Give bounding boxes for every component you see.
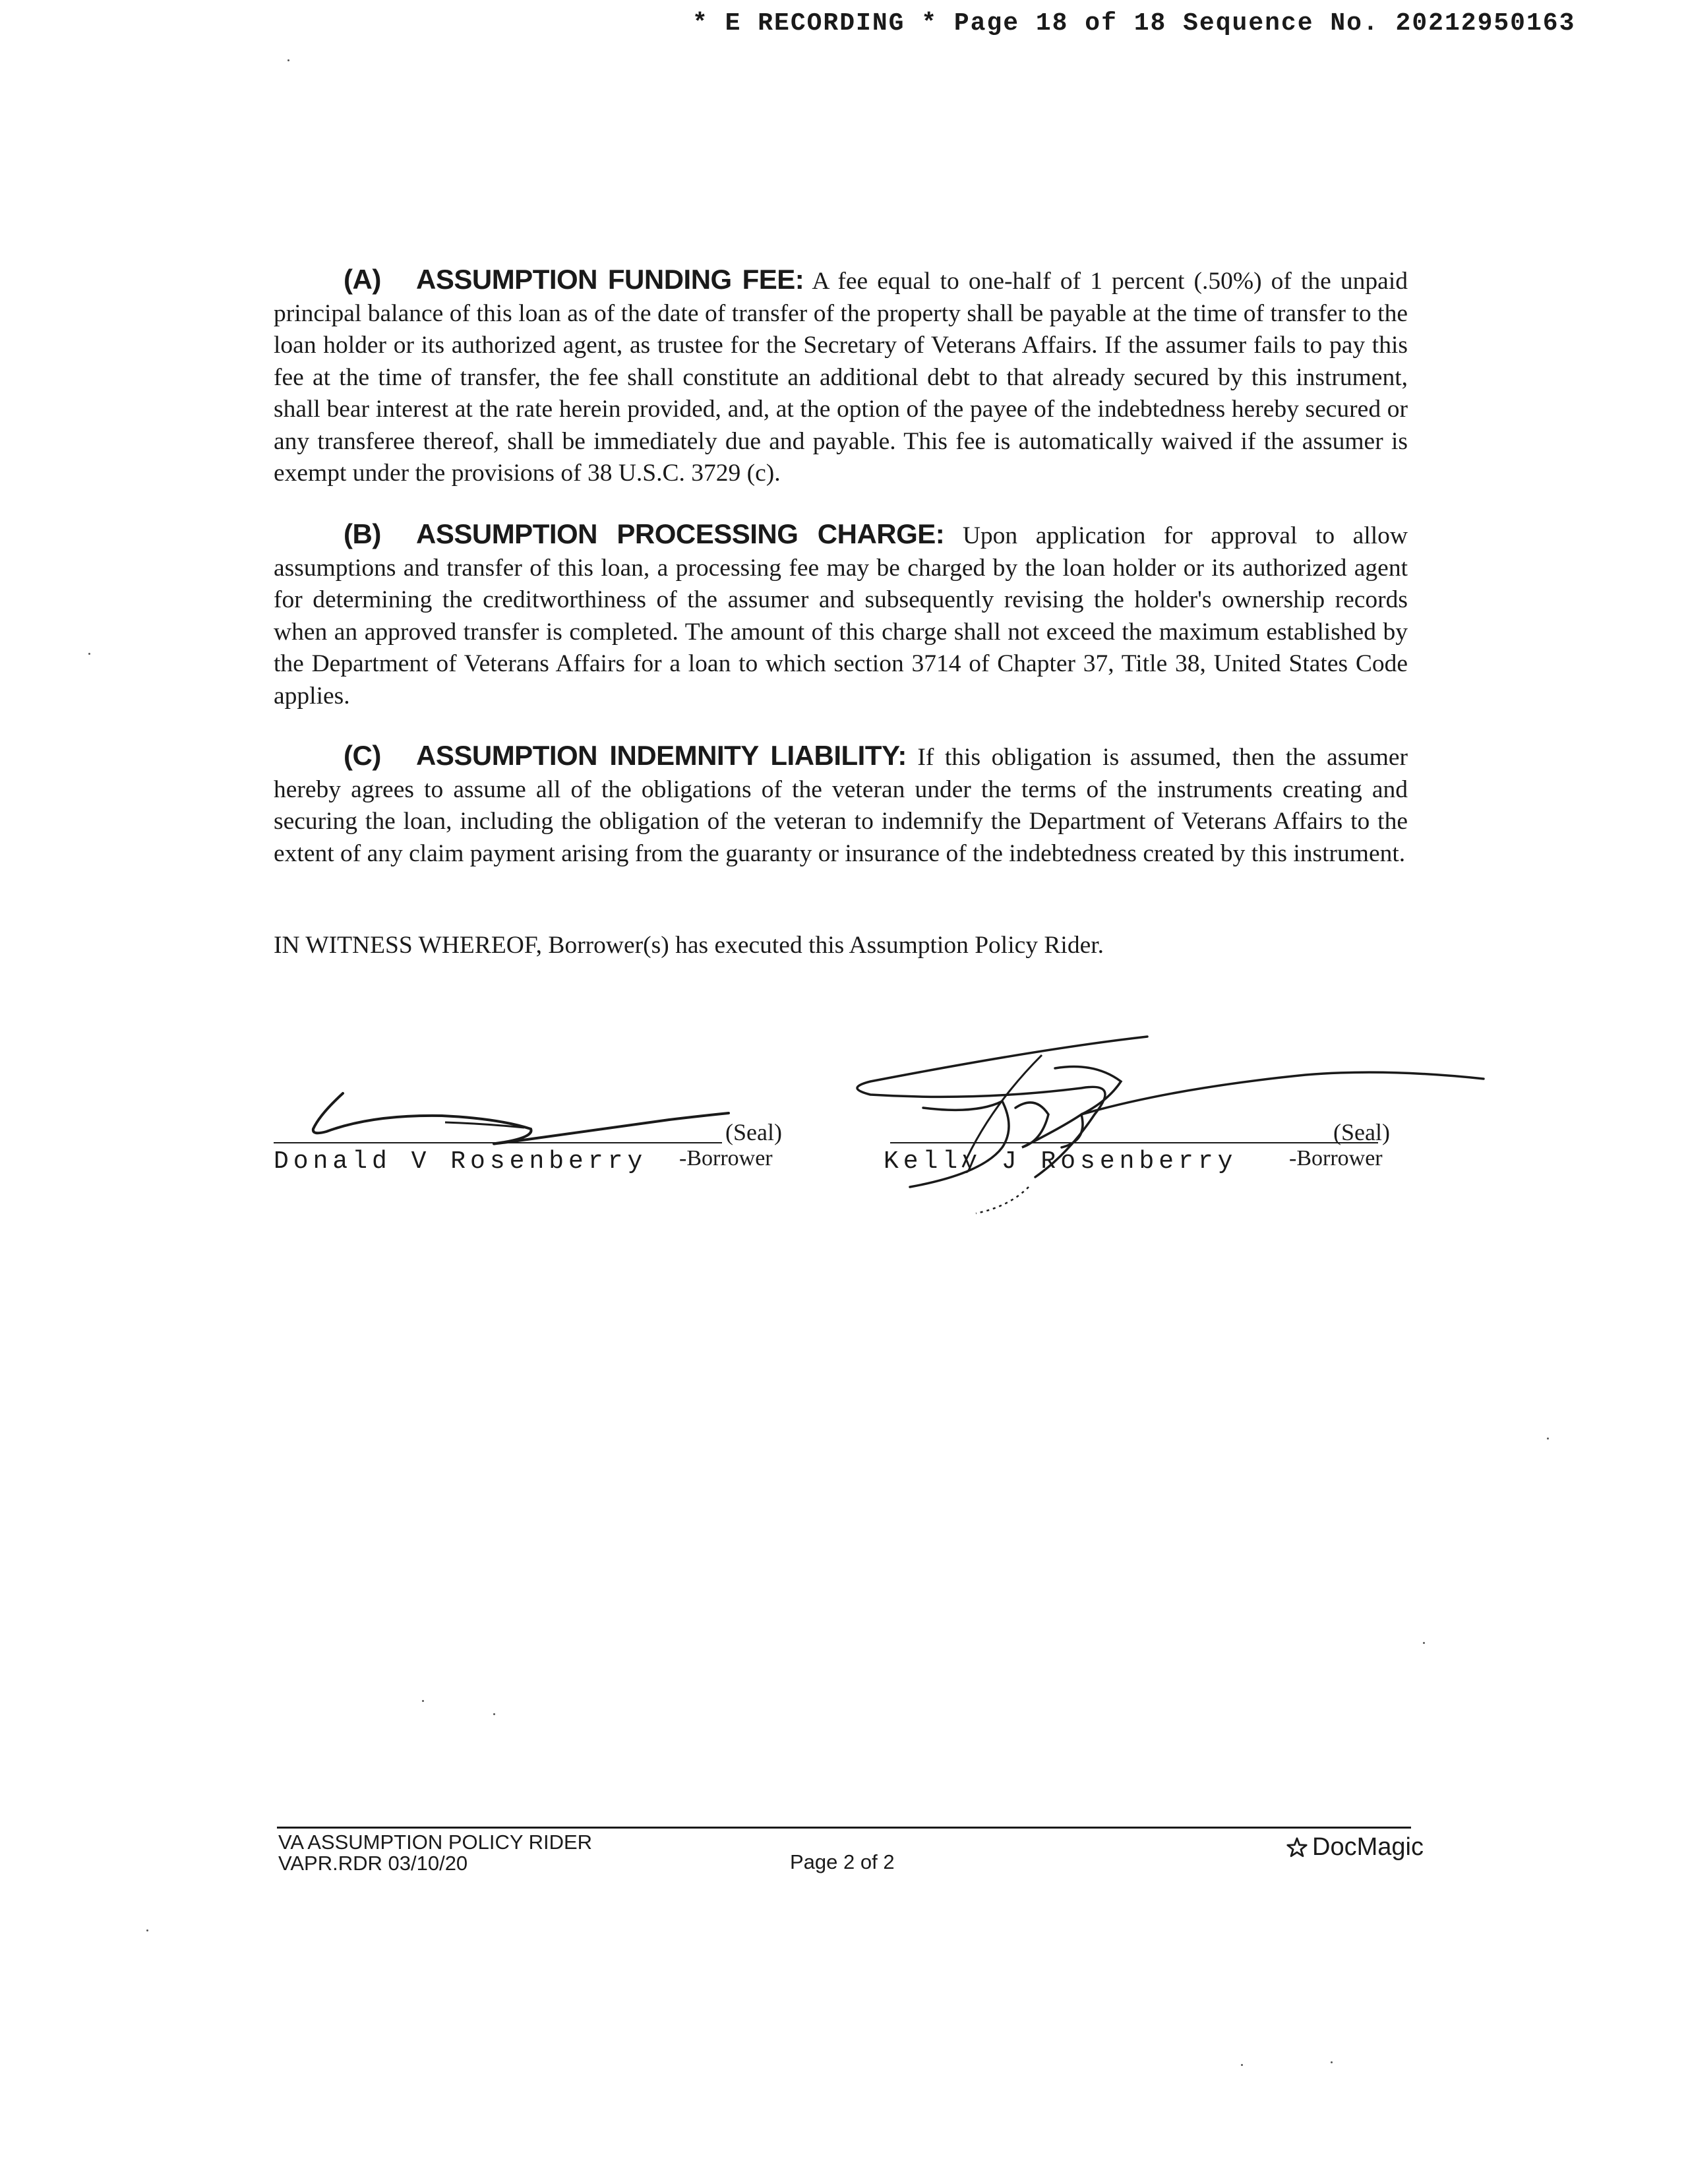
scan-speck xyxy=(493,1713,495,1715)
section-b-heading: ASSUMPTION PROCESSING CHARGE: xyxy=(416,518,945,549)
section-c xyxy=(274,740,1408,870)
section-c-heading: ASSUMPTION INDEMNITY LIABILITY: xyxy=(416,740,907,771)
borrower-name: Kelly J Rosenberry xyxy=(884,1147,1238,1176)
scan-speck xyxy=(146,1929,148,1931)
page-number: Page 2 of 2 xyxy=(790,1850,895,1873)
brand-name: DocMagic xyxy=(1312,1833,1424,1861)
borrower-name: Donald V Rosenberry xyxy=(274,1147,648,1176)
star-outline-icon xyxy=(1286,1836,1308,1859)
scan-speck xyxy=(287,59,289,61)
borrower-role: -Borrower xyxy=(679,1146,773,1170)
signature-block-donald xyxy=(274,1016,788,1227)
witness-statement: IN WITNESS WHEREOF, Borrower(s) has executed this Assumption Policy Rider. xyxy=(274,932,1104,959)
handwritten-signature-kelly xyxy=(844,1016,1490,1227)
section-b-letter: (B) xyxy=(344,518,381,549)
scan-speck xyxy=(1547,1438,1549,1440)
scan-speck xyxy=(1423,1642,1425,1644)
form-title: VA ASSUMPTION POLICY RIDER xyxy=(278,1831,593,1854)
form-code: VAPR.RDR 03/10/20 xyxy=(278,1852,468,1875)
section-c-text: If this obligation is assumed, then the assumer hereby agrees to assume all of the obligations of the veteran under the terms of the instruments creating and securing the loan, including the obligation of the veteran to indemnify the Department of Veterans Affairs to the extent of any claim payment arising from the guaranty or insurance of the indebtedness created by this instrument. xyxy=(274,744,1408,867)
signature-line xyxy=(274,1142,722,1143)
section-a-heading: ASSUMPTION FUNDING FEE: xyxy=(416,264,804,295)
borrower-role: -Borrower xyxy=(1289,1146,1383,1170)
docmagic-logo xyxy=(1286,1833,1424,1862)
section-a-text: A fee equal to one-half of 1 percent (.50%) of the unpaid principal balance of this loan as of the date of transfer of the property shall be payable at the time of transfer to the loan holder or its authorized agent, as trustee for the Secretary of Veterans Affairs. If the assumer fails to pay this fee at the time of transfer, the fee shall constitute an additional debt to that already secured by this instrument, shall bear interest at the rate herein provided, and, at the option of the payee of the indebtedness hereby secured or any transferee thereof, shall be immediately due and payable. This fee is automatically waived if the assumer is exempt under the provisions of 38 U.S.C. 3729 (c). xyxy=(274,268,1408,487)
section-c-letter: (C) xyxy=(344,740,381,771)
scan-speck xyxy=(422,1700,424,1702)
scan-speck xyxy=(1331,2061,1333,2063)
footer-form-info xyxy=(278,1832,592,1874)
section-b-text: Upon application for approval to allow assumptions and transfer of this loan, a processing fee may be charged by the loan holder or its authorized agent for determining the creditworthiness of the assumer and subsequently revising the holder's ownership records when an approved transfer is completed. The amount of this charge shall not exceed the maximum established by the Department of Veterans Affairs for a loan to which section 3714 of Chapter 37, Title 38, United States Code applies. xyxy=(274,522,1408,710)
footer-divider xyxy=(277,1827,1411,1829)
scan-speck xyxy=(1241,2064,1243,2066)
section-a xyxy=(274,264,1408,490)
seal-label: (Seal) xyxy=(725,1119,782,1145)
seal-label: (Seal) xyxy=(1333,1119,1390,1145)
scan-speck xyxy=(88,653,90,655)
section-b xyxy=(274,518,1408,712)
signature-line xyxy=(890,1142,1378,1143)
section-a-letter: (A) xyxy=(344,264,381,295)
recording-header: * E RECORDING * Page 18 of 18 Sequence No. 20212950163 xyxy=(692,9,1576,38)
signature-block-kelly xyxy=(844,1016,1490,1227)
